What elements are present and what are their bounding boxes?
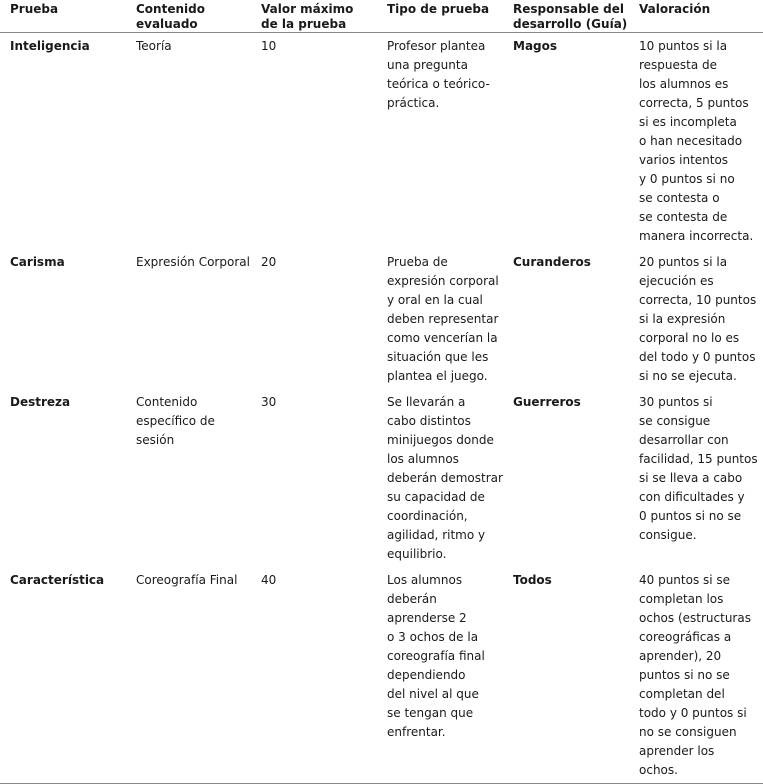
table-row	[0, 389, 763, 567]
header-contenido: Contenido evaluado	[136, 2, 205, 31]
cell-tipo: Prueba de expresión corporal y oral en la cual deben representar como vencerían la situación que les plantea el juego.	[387, 255, 499, 383]
table-row	[0, 567, 763, 784]
cell-prueba: Inteligencia	[10, 39, 90, 53]
cell-responsable: Todos	[513, 573, 552, 587]
header-valoracion: Valoración	[639, 2, 711, 16]
cell-valor: 20	[261, 255, 277, 269]
cell-tipo: Profesor plantea una pregunta teórica o teórico- práctica.	[387, 39, 490, 110]
cell-valoracion: 20 puntos si la ejecución es correcta, 10 puntos si la expresión corporal no lo es del todo y 0 puntos si no se ejecuta.	[639, 255, 757, 383]
cell-tipo: Se llevarán a cabo distintos minijuegos donde los alumnos deberán demostrar su capacidad de coordinación, agilidad, ritmo y equilibrio.	[387, 395, 503, 561]
cell-valor: 40	[261, 573, 277, 587]
header-valor: Valor máximo de la prueba	[261, 2, 354, 31]
cell-valoracion: 10 puntos si la respuesta de los alumnos es correcta, 5 puntos si es incompleta o han necesitado varios intentos y 0 puntos si no se contesta o se contesta de manera incorrecta.	[639, 39, 754, 243]
cell-contenido: Contenido específico de sesión	[136, 395, 215, 447]
cell-responsable: Guerreros	[513, 395, 581, 409]
cell-valor: 10	[261, 39, 277, 53]
header-prueba: Prueba	[10, 2, 59, 16]
header-row	[0, 0, 763, 33]
cell-contenido: Expresión Corporal	[136, 255, 250, 269]
cell-valoracion: 40 puntos si se completan los ochos (estructuras coreográficas a aprender), 20 puntos si no se completan del todo y 0 puntos si no se consiguen aprender los ochos.	[639, 573, 751, 777]
cell-prueba: Destreza	[10, 395, 71, 409]
cell-contenido: Coreografía Final	[136, 573, 238, 587]
cell-tipo: Los alumnos deberán aprenderse 2 o 3 ochos de la coreografía final dependiendo del nivel al que se tengan que enfrentar.	[387, 573, 485, 739]
cell-responsable: Curanderos	[513, 255, 591, 269]
header-responsable: Responsable del desarrollo (Guía)	[513, 2, 628, 31]
cell-valoracion: 30 puntos si se consigue desarrollar con facilidad, 15 puntos si se lleva a cabo con dificultades y 0 puntos si no se consigue.	[639, 395, 758, 542]
cell-prueba: Carisma	[10, 255, 65, 269]
header-tipo: Tipo de prueba	[387, 2, 490, 16]
table-row	[0, 249, 763, 389]
cell-valor: 30	[261, 395, 277, 409]
cell-prueba: Característica	[10, 573, 105, 587]
cell-responsable: Magos	[513, 39, 558, 53]
cell-contenido: Teoría	[136, 39, 172, 53]
table-row	[0, 33, 763, 250]
